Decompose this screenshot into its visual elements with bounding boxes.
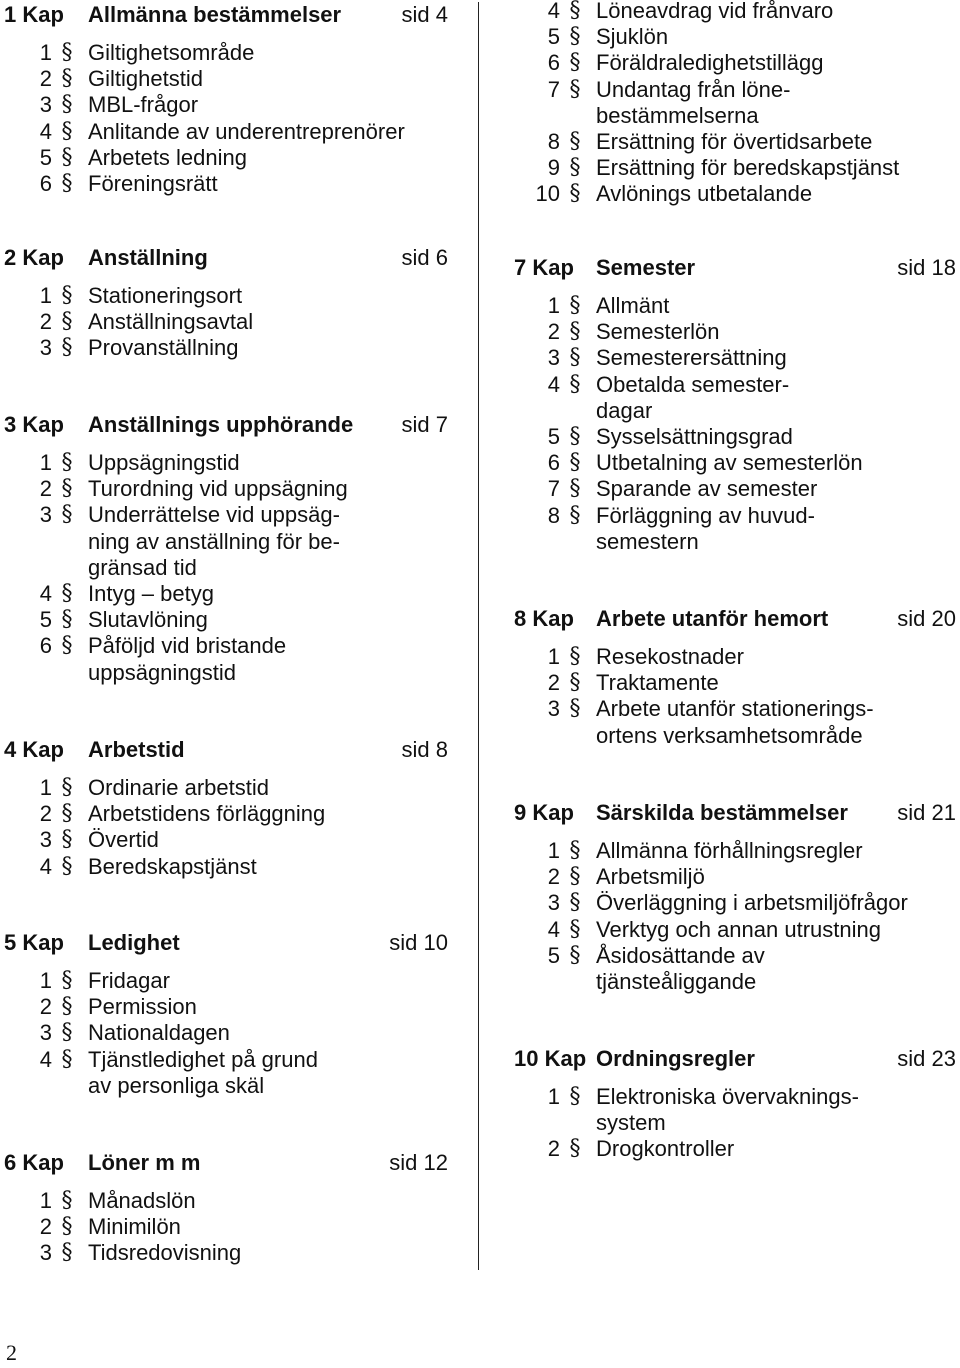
chapter-title: Allmänna bestämmelser [88,2,342,27]
chapter-number: 8 Kap [514,606,574,631]
chapter-heading [490,798,960,828]
section-symbol-icon: § [569,1084,581,1109]
section-symbol-icon: § [61,633,73,659]
section-item [490,77,960,129]
section-number: 4 [547,916,560,942]
section-number: 2 [547,670,560,696]
section-title: MBL-frågor [88,92,199,118]
chapter-page-ref: sid 21 [897,800,956,825]
section-title: Anlitande av underentreprenörer [88,118,405,144]
section-symbol-icon: § [61,581,73,607]
section-symbol-icon: § [61,853,73,879]
chapter-8 [490,604,960,749]
chapter-page-ref: sid 4 [401,2,448,27]
section-symbol-icon: § [569,644,581,669]
section-title: Sysselsättningsgrad [596,424,793,450]
section-number: 3 [547,696,560,722]
section-symbol-icon: § [61,144,73,170]
chapter-1 [0,0,458,197]
section-number: 2 [547,319,560,345]
section-title: Allmänt [596,293,670,318]
section-number: 5 [547,24,560,50]
section-title: Minimilön [88,1214,181,1240]
section-item [0,607,458,633]
chapter-number: 9 Kap [514,800,574,825]
section-number: 3 [39,1240,52,1266]
section-item [490,644,960,670]
section-number: 8 [547,129,560,155]
section-list [0,968,458,1099]
chapter-6-continued [490,0,960,208]
section-symbol-icon: § [569,345,581,371]
section-item [0,1240,458,1266]
section-number: 5 [547,424,560,450]
chapter-title: Särskilda bestämmelser [596,800,848,825]
chapter-6 [0,1148,458,1267]
section-number: 2 [39,801,52,827]
section-symbol-icon: § [61,1214,73,1240]
chapter-number: 4 Kap [4,737,64,762]
section-title: Övertid [88,827,159,853]
section-number: 7 [547,476,560,502]
section-symbol-icon: § [61,118,73,144]
section-item [0,827,458,853]
chapter-9 [490,798,960,995]
section-title: Provanställning [88,335,239,361]
section-title: Semesterersättning [596,345,787,371]
section-number: 3 [547,890,560,916]
section-number: 3 [39,502,52,528]
section-symbol-icon: § [569,371,581,397]
section-item [0,450,458,476]
section-symbol-icon: § [569,942,581,968]
section-list [0,40,458,197]
section-title: Ersättning för övertidsarbete [596,129,873,155]
section-title: Traktamente [596,670,719,696]
section-title: Sparande av semester [596,476,818,502]
chapter-page-ref: sid 20 [897,606,956,631]
section-title: Intyg – betyg [88,581,214,607]
chapter-page-ref: sid 8 [401,737,448,762]
chapter-title: Löner m m [88,1150,201,1175]
section-list [0,450,458,686]
section-item [0,283,458,309]
section-item [490,50,960,76]
section-title: Åsidosättande av tjänsteåliggande [596,942,765,995]
section-symbol-icon: § [569,50,581,76]
section-item [490,345,960,371]
section-title: Fridagar [88,968,170,993]
section-title: Resekostnader [596,644,744,669]
section-item [0,335,458,361]
section-title: Stationeringsort [88,283,243,308]
section-list [0,1188,458,1267]
section-title: Föreningsrätt [88,171,218,197]
section-number: 4 [547,371,560,397]
section-list [0,775,458,880]
chapter-heading [490,604,960,634]
section-title: Giltighetstid [88,66,203,92]
section-item [0,1047,458,1099]
section-symbol-icon: § [61,827,73,853]
section-number: 7 [547,76,560,102]
chapter-title: Anställning [88,245,208,270]
section-title: Turordning vid uppsägning [88,476,348,502]
section-number: 2 [39,309,52,335]
section-item [490,181,960,207]
section-number: 5 [39,144,52,170]
section-item [0,476,458,502]
section-title: Undantag från löne- bestämmelserna [596,76,791,128]
section-title: Avlönings utbetalande [596,181,813,207]
section-number: 2 [547,864,560,890]
section-number: 8 [547,502,560,528]
section-item [0,633,458,685]
section-item [490,838,960,864]
section-number: 9 [547,155,560,181]
section-symbol-icon: § [61,994,73,1020]
section-item [0,1020,458,1046]
chapter-5 [0,928,458,1099]
section-title: Allmänna förhållningsregler [596,838,863,863]
section-number: 3 [39,92,52,118]
section-item [0,309,458,335]
section-title: Underrättelse vid uppsäg- ning av anställning för be- gränsad tid [88,502,340,580]
chapter-number: 10 Kap [514,1046,587,1071]
section-item [490,450,960,476]
section-title: Arbetstidens förläggning [88,801,326,827]
section-title: Tidsredovisning [88,1240,242,1266]
section-number: 2 [39,66,52,92]
section-symbol-icon: § [569,450,581,476]
section-symbol-icon: § [61,283,73,308]
section-item [490,696,960,748]
section-item [490,476,960,502]
section-item [490,0,960,24]
section-item [490,864,960,890]
section-symbol-icon: § [61,801,73,827]
section-title: Uppsägningstid [88,450,240,475]
section-symbol-icon: § [569,696,581,722]
section-item [0,775,458,801]
chapter-heading [490,1044,960,1074]
section-number: 6 [39,171,52,197]
section-list [490,644,960,749]
section-symbol-icon: § [569,0,581,23]
section-title: Ordinarie arbetstid [88,775,269,800]
section-title: Slutavlöning [88,607,208,633]
section-number: 1 [547,838,560,863]
chapter-title: Ordningsregler [596,1046,755,1071]
section-item [490,943,960,995]
chapter-page-ref: sid 12 [389,1150,448,1175]
section-item [490,503,960,555]
section-item [0,145,458,171]
section-item [0,502,458,581]
section-number: 2 [547,1136,560,1162]
section-title: Verktyg och annan utrustning [596,916,881,942]
chapter-number: 2 Kap [4,245,64,270]
section-symbol-icon: § [569,76,581,102]
section-symbol-icon: § [569,838,581,863]
section-item [490,293,960,319]
section-item [490,155,960,181]
section-number: 1 [39,1188,52,1213]
chapter-page-ref: sid 23 [897,1046,956,1071]
section-symbol-icon: § [569,890,581,916]
chapter-title: Semester [596,255,696,280]
section-number: 6 [547,450,560,476]
section-list [490,838,960,995]
section-title: Giltighetsområde [88,40,255,65]
section-item [0,1188,458,1214]
section-symbol-icon: § [61,1188,73,1213]
section-list [490,293,960,555]
section-item [0,968,458,994]
section-title: Semesterlön [596,319,720,345]
section-symbol-icon: § [569,424,581,450]
section-item [490,319,960,345]
section-number: 2 [39,1214,52,1240]
chapter-title: Arbete utanför hemort [596,606,829,631]
section-symbol-icon: § [569,24,581,50]
chapter-title: Anställnings upphörande [88,412,354,437]
chapter-10 [490,1044,960,1163]
section-title: Arbete utanför stationerings- ortens verksamhetsområde [596,696,874,748]
section-list [490,1084,960,1163]
section-symbol-icon: § [569,1136,581,1162]
section-title: Arbetsmiljö [596,864,705,890]
chapter-page-ref: sid 10 [389,930,448,955]
chapter-4 [0,735,458,880]
chapter-number: 3 Kap [4,412,64,437]
section-number: 4 [39,853,52,879]
section-symbol-icon: § [61,450,73,475]
page-number: 2 [6,1340,17,1365]
section-number: 3 [39,335,52,361]
section-symbol-icon: § [569,864,581,890]
section-title: Påföljd vid bristande uppsägningstid [88,633,287,685]
column-divider [478,2,479,1270]
section-item [0,92,458,118]
section-title: Arbetets ledning [88,144,247,170]
section-number: 1 [39,283,52,308]
section-number: 5 [547,942,560,968]
section-list [0,283,458,362]
section-number: 5 [39,607,52,633]
section-item [0,994,458,1020]
section-symbol-icon: § [61,92,73,118]
section-title: Drogkontroller [596,1136,735,1162]
section-symbol-icon: § [569,293,581,318]
section-title: Obetalda semester- dagar [596,371,790,423]
section-symbol-icon: § [61,476,73,502]
section-title: Elektroniska övervaknings- system [596,1084,859,1136]
section-symbol-icon: § [569,916,581,942]
section-title: Överläggning i arbetsmiljöfrågor [596,890,908,916]
section-item [0,1214,458,1240]
section-number: 1 [547,644,560,669]
chapter-2 [0,243,458,362]
section-title: Nationaldagen [88,1020,230,1046]
section-item [0,171,458,197]
section-item [490,1136,960,1162]
section-symbol-icon: § [61,1020,73,1046]
section-number: 1 [39,450,52,475]
section-symbol-icon: § [61,309,73,335]
section-item [490,917,960,943]
chapter-heading [0,0,458,30]
section-item [490,129,960,155]
section-number: 6 [547,50,560,76]
chapter-3 [0,410,458,686]
section-item [0,40,458,66]
chapter-heading [490,253,960,283]
chapter-heading [0,410,458,440]
chapter-heading [0,735,458,765]
chapter-title: Ledighet [88,930,180,955]
section-title: Ersättning för beredskapstjänst [596,155,900,181]
section-symbol-icon: § [61,66,73,92]
section-number: 1 [39,968,52,993]
section-item [490,424,960,450]
chapter-number: 1 Kap [4,2,64,27]
section-number: 6 [39,633,52,659]
section-title: Anställningsavtal [88,309,254,335]
section-item [490,890,960,916]
chapter-page-ref: sid 18 [897,255,956,280]
section-item [0,801,458,827]
section-item [490,1084,960,1136]
chapter-page-ref: sid 7 [401,412,448,437]
section-number: 3 [39,827,52,853]
section-title: Löneavdrag vid frånvaro [596,0,834,23]
section-number: 1 [39,775,52,800]
section-symbol-icon: § [61,171,73,197]
chapter-heading [0,928,458,958]
section-item [490,372,960,424]
section-symbol-icon: § [569,155,581,181]
section-title: Föräldraledighetstillägg [596,50,824,76]
section-title: Tjänstledighet på grund av personliga skäl [88,1046,318,1098]
section-number: 1 [547,1084,560,1109]
section-number: 1 [547,293,560,318]
chapter-heading [0,1148,458,1178]
chapter-7 [490,253,960,555]
section-symbol-icon: § [569,476,581,502]
section-symbol-icon: § [61,968,73,993]
section-item [490,670,960,696]
section-symbol-icon: § [569,181,581,207]
chapter-number: 7 Kap [514,255,574,280]
section-symbol-icon: § [61,502,73,528]
chapter-number: 6 Kap [4,1150,64,1175]
section-symbol-icon: § [569,502,581,528]
section-list [490,0,960,208]
section-number: 1 [39,40,52,65]
section-item [0,119,458,145]
section-title: Beredskapstjänst [88,853,257,879]
section-number: 3 [547,345,560,371]
section-number: 3 [39,1020,52,1046]
section-number: 4 [39,118,52,144]
section-symbol-icon: § [61,1046,73,1072]
section-number: 4 [39,581,52,607]
section-symbol-icon: § [569,319,581,345]
section-item [0,581,458,607]
section-symbol-icon: § [61,335,73,361]
chapter-title: Arbetstid [88,737,185,762]
section-number: 2 [39,476,52,502]
section-number: 4 [547,0,560,23]
chapter-heading [0,243,458,273]
section-item [490,24,960,50]
section-item [0,66,458,92]
section-number: 10 [535,181,560,207]
chapter-number: 5 Kap [4,930,64,955]
section-symbol-icon: § [569,129,581,155]
section-symbol-icon: § [61,607,73,633]
section-symbol-icon: § [61,1240,73,1266]
section-symbol-icon: § [61,775,73,800]
section-title: Sjuklön [596,24,669,50]
section-number: 2 [39,994,52,1020]
section-title: Permission [88,994,197,1020]
section-symbol-icon: § [569,670,581,696]
section-number: 4 [39,1046,52,1072]
chapter-page-ref: sid 6 [401,245,448,270]
section-title: Utbetalning av semesterlön [596,450,863,476]
section-title: Förläggning av huvud- semestern [596,502,815,554]
section-item [0,854,458,880]
section-symbol-icon: § [61,40,73,65]
section-title: Månadslön [88,1188,196,1213]
